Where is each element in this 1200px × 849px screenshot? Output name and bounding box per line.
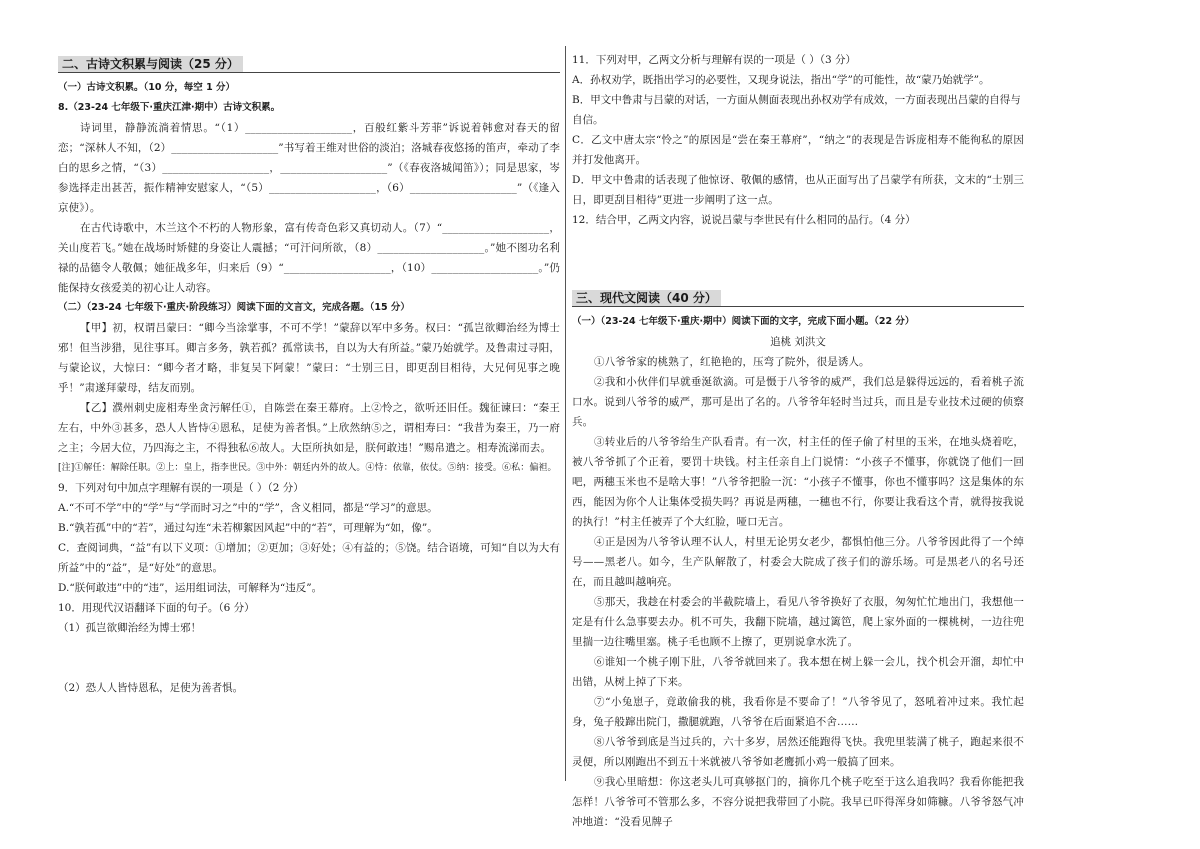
option-c: C．查阅词典，“益”有以下义项：①增加；②更加；③好处；④有益的；⑤饶。结合语境，可知“自以为大有所益”中的“益”，是“好处”的意思。 [58, 542, 560, 574]
passage-jia: 【甲】初，权谓吕蒙曰：“卿今当涂掌事，不可不学！”蒙辞以军中多务。权曰：“孤岂欲卿治经为博士邪！但当涉猎，见往事耳。卿言多务，孰若孤？孤常读书，自以为大有所益。”蒙乃始就学。及鲁肃过寻阳，与蒙论议，大惊曰：“卿今者才略，非复吴下阿蒙！”蒙曰：“士别三日，即更刮目相待，大兄何见事之晚乎！”肃遂拜蒙母，结友而别。 [58, 322, 560, 394]
option-b: B．甲文中鲁肃与吕蒙的对话，一方面从侧面表现出孙权劝学有成效，一方面表现出吕蒙的自得与自信。 [572, 94, 1021, 126]
question: 11．下列对甲，乙两文分析与理解有误的一项是（ ）（3 分） [572, 54, 856, 66]
answer-space [58, 638, 560, 678]
story-paragraph: ⑦“小兔崽子，竟敢偷我的桃，我看你是不要命了！”八爷爷见了，怒吼着冲过来。我忙起身，兔子般蹿出院门，撒腿就跑，八爷爷在后面紧追不舍…… [572, 696, 1024, 728]
left-column [58, 50, 560, 805]
option-d: D．甲文中鲁肃的话表现了他惊讶、敬佩的感情，也从正面写出了吕蒙学有所获，文末的“士别三日，即更刮目相待”更进一步阐明了这一点。 [572, 174, 1024, 206]
paragraph: 在古代诗歌中，木兰这个不朽的人物形象，富有传奇色彩又真切动人。（7）“____________________，关山度若飞。”她在战场时矫健的身姿让人震撼；“可汗问所欲，（8）____________________。”她不图功名利禄的品德令人敬佩；她征战多年，归来后（9）“____________________，（10）____________________。”仍能保持女孩爱美的初心让人动容。 [58, 222, 560, 294]
option-a: A．孙权劝学，既指出学习的必要性，又现身说法，指出“学”的可能性，故“蒙乃始就学”。 [572, 74, 990, 86]
story-title: 追桃 刘洪文 [770, 336, 826, 348]
story-paragraph: ⑥谁知一个桃子刚下肚，八爷爷就回来了。我本想在树上躲一会儿，找个机会开溜，却忙中出错，从树上掉了下来。 [572, 656, 1024, 688]
sub-question: （1）孤岂欲卿治经为博士邪！ [58, 622, 202, 634]
part-title: （一）（23-24 七年级下·重庆·期中）阅读下面的文字，完成下面小题。（22 分） [572, 316, 915, 327]
option-b: B.“孰若孤”中的“若”，通过勾连“未若柳絮因风起”中的“若”，可理解为“如，像”。 [58, 522, 438, 534]
story-paragraph: ④正是因为八爷爷认理不认人，村里无论男女老少，都惧怕他三分。八爷爷因此得了一个绰号——黑老八。如今，生产队解散了，村委会大院成了孩子们的游乐场。可是黑老八的名号还在，而且越叫越响亮。 [572, 536, 1024, 588]
question-title: 8.（23-24 七年级下·重庆江津·期中）古诗文积累。 [58, 102, 281, 113]
section-title: 二、古诗文积累与阅读（25 分） [58, 56, 243, 72]
notes: [注]①解任：解除任职。②上：皇上，指李世民。③中外：朝廷内外的故人。④恃：依靠，依仗。⑤纳：接受。⑥私：偏袒。 [58, 463, 557, 473]
story-paragraph: ⑤那天，我趁在村委会的半截院墙上，看见八爷爷换好了衣服，匆匆忙忙地出门，我想他一定是有什么急事要去办。机不可失，我翻下院墙，越过篱笆，爬上家外面的一棵桃树，一边往兜里揣一边往嘴里塞。桃子毛也顾不上擦了，更别说拿水洗了。 [572, 596, 1024, 648]
paragraph: 诗词里，静静流淌着情思。“（1）____________________，百般红紫斗芳菲”诉说着韩愈对春天的留恋；“深林人不知，（2）____________________”书写着王维对世俗的淡泊；洛城春夜悠扬的笛声，牵动了李白的思乡之情，“（3）____________________，____________________”（《春夜洛城闻笛》）；同是思家，岑参选择走出甚苦，振作精神安慰家人，“（5）____________________，（6）____________________”（《逢入京使》）。 [58, 122, 560, 214]
story-paragraph: ①八爷爷家的桃熟了，红艳艳的，压弯了院外，很是诱人。 [594, 356, 870, 368]
section-header [58, 53, 560, 73]
story-paragraph: ⑧八爷爷到底是当过兵的，六十多岁，居然还能跑得飞快。我兜里装满了桃子，跑起来很不灵便，所以刚跑出不到五十米就被八爷爷如老鹰抓小鸡一般搞了回来。 [572, 736, 1024, 768]
part-title: （二）（23-24 七年级下·重庆·阶段练习）阅读下面的文言文，完成各题。（15 分） [58, 302, 410, 313]
question: 9．下列对句中加点字理解有误的一项是（ ）（2 分） [58, 482, 304, 494]
question: 12．结合甲，乙两文内容，说说吕蒙与李世民有什么相同的品行。（4 分） [572, 214, 916, 226]
question: 10．用现代汉语翻译下面的句子。（6 分） [58, 602, 255, 614]
section-title: 三、现代文阅读（40 分） [572, 290, 721, 306]
column-divider [565, 46, 566, 781]
option-a: A.“不可不学”中的“学”与“学而时习之”中的“学”，含义相同，都是“学习”的意思。 [58, 502, 438, 514]
story-paragraph: ②我和小伙伴们早就垂涎欲滴。可是慑于八爷爷的威严，我们总是躲得远远的，看着桃子流口水。说到八爷爷的威严，那可是出了名的。八爷爷年轻时当过兵，而且是专业技术过硬的侦察兵。 [572, 376, 1024, 428]
story-paragraph: ⑨我心里暗想：你这老头儿可真够抠门的，摘你几个桃子吃至于这么追我吗？我看你能把我怎样！八爷爷可不管那么多，不容分说把我带回了小院。我早已吓得浑身如筛糠。八爷爷怒气冲冲地道：“没看见牌子 [572, 776, 1024, 828]
passage-yi: 【乙】濮州刺史庞相寿坐贪污解任①，自陈尝在秦王幕府。上②怜之，欲听还旧任。魏征谏曰：“秦王左右，中外③甚多，恐人人皆恃④恩私，足使为善者惧。”上欣然纳⑤之，谓相寿曰：“我昔为秦王，乃一府之主；今居大位，乃四海之主，不得独私⑥故人。大臣所执如是，朕何敢违！”赐帛遣之。相寿流涕而去。 [58, 402, 560, 454]
option-c: C．乙文中唐太宗“怜之”的原因是“尝在秦王幕府”，“纳之”的表现是告诉庞相寿不能徇私的原因并打发他离开。 [572, 134, 1024, 166]
option-d: D.“朕何敢违”中的“违”，运用组词法，可解释为“违反”。 [58, 582, 323, 594]
part-title: （一）古诗文积累。（10 分，每空 1 分） [58, 82, 236, 93]
story-paragraph: ③转业后的八爷爷给生产队看青。有一次，村主任的侄子偷了村里的玉米，在地头烧着吃，被八爷爷抓了个正着，要罚十块钱。村主任亲自上门说情：“小孩子不懂事，你就饶了他们一回吧，两穗玉米也不是啥大事！”八爷爷把脸一沉：“小孩子不懂事，你也不懂事吗？这是集体的东西，能因为你个人让集体受损失吗？再说是两穗，一穗也不行，你要让我看这个青，就得按我说的执行！”村主任被弄了个大红脸，哑口无言。 [572, 436, 1024, 528]
right-column [572, 50, 1024, 828]
answer-space [572, 230, 1024, 284]
section-header [572, 287, 1024, 307]
sub-question: （2）恐人人皆恃恩私，足使为善者惧。 [58, 682, 244, 694]
